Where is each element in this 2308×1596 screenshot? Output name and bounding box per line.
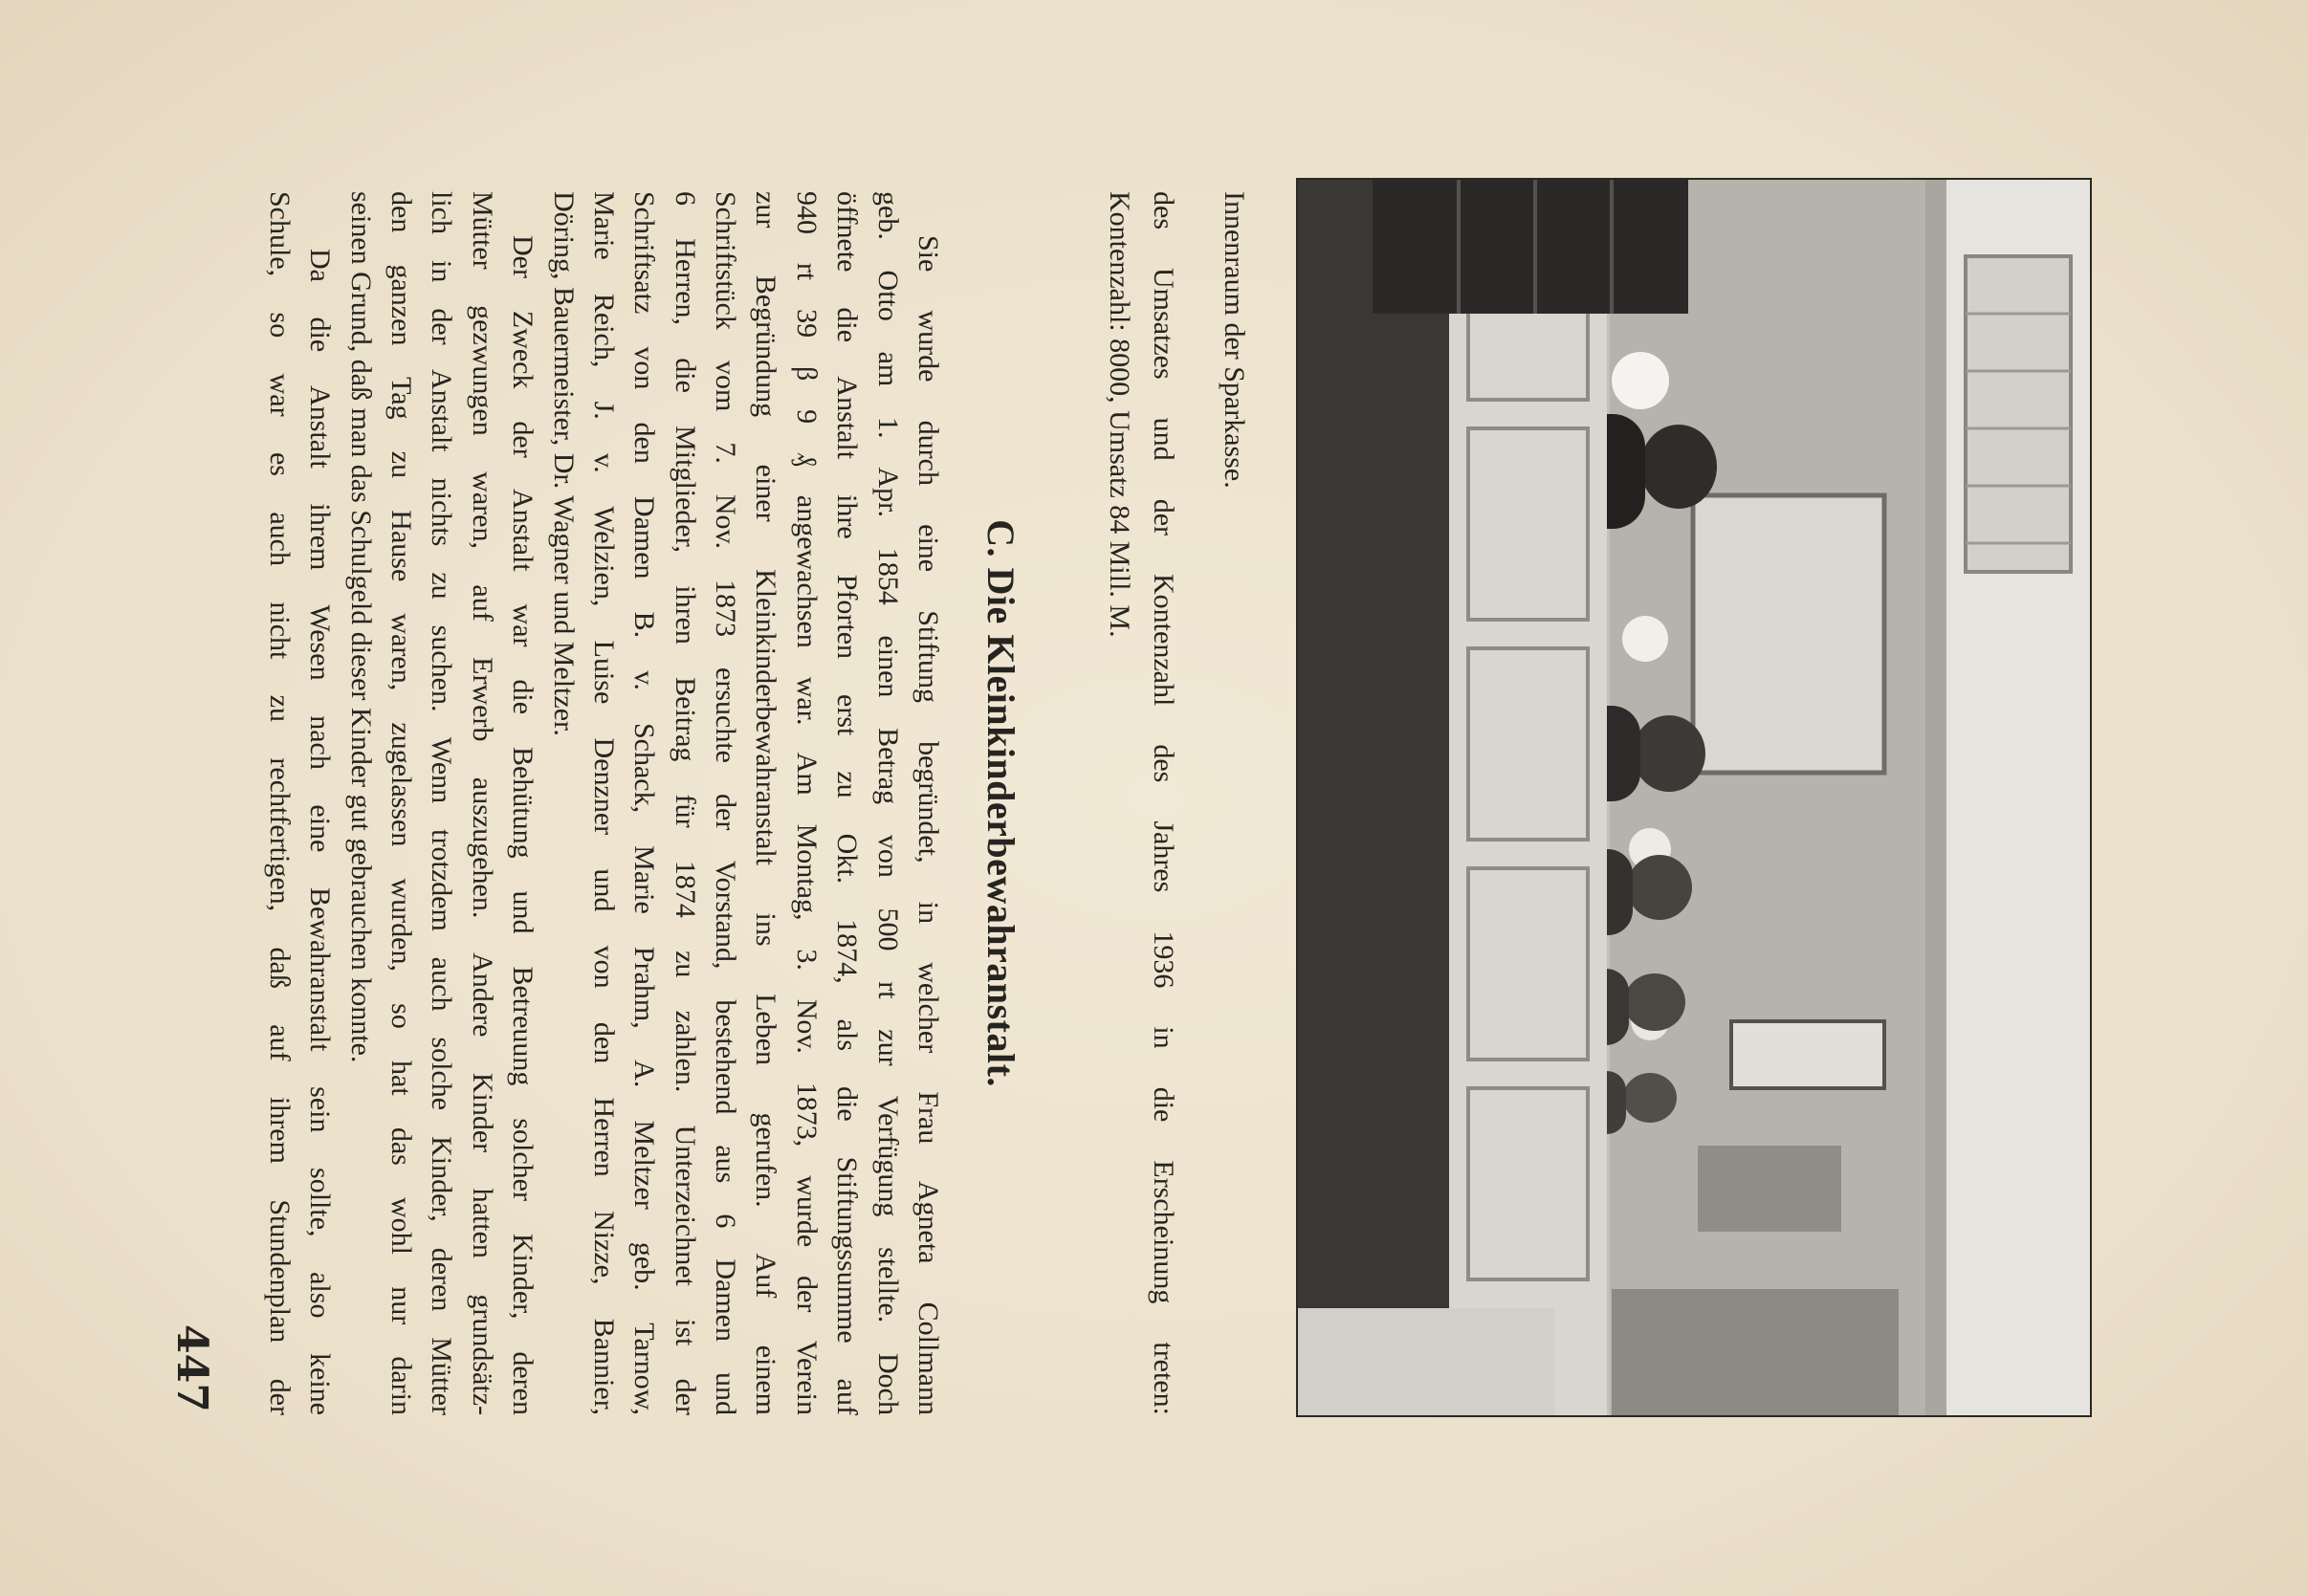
text-line: Schule, so war es auch nicht zu rechtfertigen, daß auf ihrem Stundenplan der	[264, 191, 296, 1415]
text-line: Kontenzahl: 8000, Umsatz 84 Mill. M.	[1104, 191, 1135, 638]
photo-wall-right	[1298, 1308, 1554, 1415]
text-line: Schriftstück vom 7. Nov. 1873 ersuchte der Vorstand, bestehend aus 6 Damen und	[710, 191, 741, 1415]
text-line: lich in der Anstalt nichts zu suchen. Wenn trotzdem auch solche Kinder, deren Mütter	[426, 191, 457, 1415]
text-line: 940 rt 39 β 9 ₰ angewachsen war. Am Montag, 3. Nov. 1873, wurde der Verein	[791, 191, 823, 1415]
photo-ceiling-skylight	[1966, 256, 2071, 572]
text-line: Mütter gezwungen waren, auf Erwerb auszugehen. Andere Kinder hatten grundsätz-	[467, 191, 498, 1415]
text-line: Marie Reich, J. v. Welzien, Luise Denzner und von den Herren Nizze, Bannier,	[588, 191, 620, 1415]
text-line: 6 Herren, die Mitglieder, ihren Beitrag für 1874 zu zahlen. Unterzeichnet ist der	[670, 191, 701, 1415]
photo-wall-sign	[1693, 495, 1884, 773]
photo-counter	[1449, 180, 1607, 1415]
text-line: den ganzen Tag zu Hause waren, zugelassen wurden, so hat das wohl nur darin	[385, 191, 417, 1415]
section-heading: C. Die Kleinkinderbewahranstalt.	[979, 519, 1022, 1087]
photo-illustration	[1298, 180, 2090, 1415]
photo-bank-interior	[1298, 180, 2090, 1415]
photo-doorway	[1698, 1146, 1841, 1232]
text-line: geb. Otto am 1. Apr. 1854 einen Betrag von 500 rt zur Verfügung stellte. Doch	[872, 191, 904, 1415]
text-line: Schriftsatz von den Damen B. v. Schack, Marie Prahm, A. Meltzer geb. Tarnow,	[628, 191, 660, 1415]
photo-floor	[1298, 180, 1449, 1415]
text-line: Der Zweck der Anstalt war die Behütung und Betreuung solcher Kinder, deren	[507, 235, 539, 1415]
page-number: 447	[167, 1324, 216, 1412]
text-line: zur Begründung einer Kleinkinderbewahranstalt ins Leben gerufen. Auf einem	[750, 191, 781, 1415]
text-line: des Umsatzes und der Kontenzahl des Jahres 1936 in die Erscheinung treten:	[1148, 191, 1179, 1415]
photo-cabinet	[1373, 180, 1688, 314]
photo-wall-frame	[1731, 1021, 1884, 1088]
text-line: seinen Grund, daß man das Schulgeld dieser Kinder gut gebrauchen konnte.	[345, 191, 377, 1063]
text-line: Döring, Bauermeister, Dr. Wagner und Meltzer.	[548, 191, 580, 736]
text-line: Sie wurde durch eine Stiftung begründet, in welcher Frau Agneta Collmann	[912, 235, 944, 1415]
photo-caption: Innenraum der Sparkasse.	[1219, 191, 1250, 489]
photo-side-wall	[1612, 1289, 1899, 1415]
text-line: Da die Anstalt ihrem Wesen nach eine Bewahranstalt sein sollte, also keine	[304, 249, 336, 1415]
photo-ceiling-beam	[1925, 180, 1946, 1415]
text-line: öffnete die Anstalt ihre Pforten erst zu Okt. 1874, als die Stiftungssumme auf	[831, 191, 863, 1415]
